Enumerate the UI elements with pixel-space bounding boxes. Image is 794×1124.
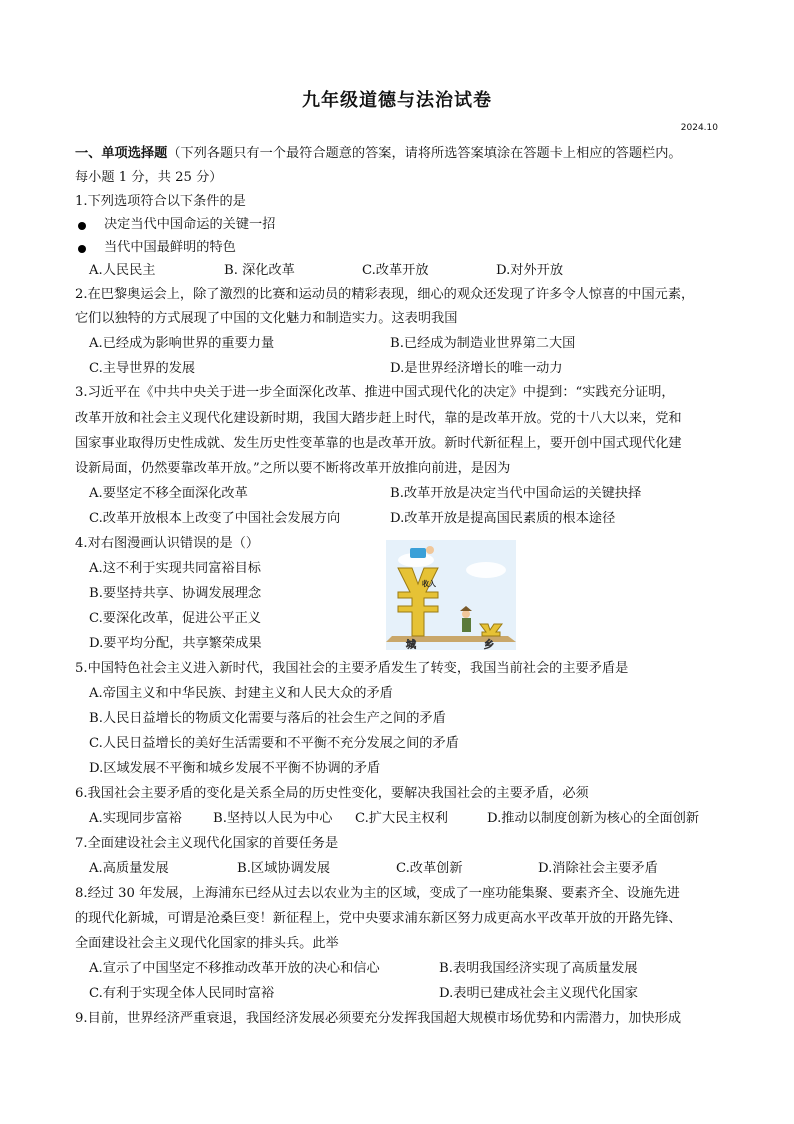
rural-label: 乡 [484, 640, 494, 650]
q1-option-b: B. 深化改革 [224, 263, 295, 278]
q1-stem: 1.下列选项符合以下条件的是 [75, 194, 246, 209]
q6-option-c: C.扩大民主权利 [355, 811, 448, 826]
q6-option-d: D.推动以制度创新为核心的全面创新 [487, 811, 700, 826]
q8-option-a: A.宣示了中国坚定不移推动改革开放的决心和信心 [89, 961, 380, 976]
section-instruction: （下列各题只有一个最符合题意的答案，请将所选答案填涂在答题卡上相应的答题栏内。 [167, 146, 682, 161]
q1-option-a: A.人民民主 [89, 263, 156, 278]
exam-date: 2024.10 [680, 123, 718, 133]
q5-stem: 5.中国特色社会主义进入新时代，我国社会的主要矛盾发生了转变，我国当前社会的主要矛盾是 [75, 661, 629, 676]
rural-person-body [462, 618, 471, 632]
q1-option-c: C.改革开放 [362, 263, 429, 278]
q7-option-d: D.消除社会主要矛盾 [538, 861, 658, 876]
q6-option-b: B.坚持以人民为中心 [213, 811, 333, 826]
q2-option-a: A.已经成为影响世界的重要力量 [89, 336, 275, 351]
q1-option-d: D.对外开放 [496, 263, 564, 278]
q5-option-a: A.帝国主义和中华民族、封建主义和人民大众的矛盾 [89, 686, 393, 701]
q7-stem: 7.全面建设社会主义现代化国家的首要任务是 [75, 836, 339, 851]
q3-stem-4: 设新局面，仍然要靠改革开放。”之所以要不断将改革开放推向前进，是因为 [75, 461, 511, 476]
q2-stem-2: 它们以独特的方式展现了中国的文化魅力和制造实力。这表明我国 [75, 311, 458, 326]
q3-option-d: D.改革开放是提高国民素质的根本途径 [390, 511, 616, 526]
q2-option-b: B.已经成为制造业世界第二大国 [390, 336, 576, 351]
q3-stem-2: 改革开放和社会主义现代化建设新时期，我国大踏步赶上时代，靠的是改革开放。党的十八大以来，党和 [75, 411, 682, 426]
q6-stem: 6.我国社会主要矛盾的变化是关系全局的历史性变化，要解决我国社会的主要矛盾，必须 [75, 786, 589, 801]
rich-person-figure [410, 548, 426, 558]
section-instruction-2: 每小题 1 分，共 25 分） [75, 170, 223, 185]
bullet-icon [78, 245, 86, 253]
q8-stem-1: 8.经过 30 年发展，上海浦东已经从过去以农业为主的区域，变成了一座功能集聚、要素齐全、设施先进 [75, 886, 680, 901]
q4-stem: 4.对右图漫画认识错误的是（） [75, 536, 260, 551]
q2-option-d: D.是世界经济增长的唯一动力 [390, 361, 563, 376]
q8-stem-3: 全面建设社会主义现代化国家的排头兵。此举 [75, 936, 339, 951]
q9-stem-1: 9.目前，世界经济严重衰退，我国经济发展必须要充分发挥我国超大规模市场优势和内需潜力，加快形成 [75, 1011, 682, 1026]
q4-option-d: D.要平均分配，共享繁荣成果 [89, 636, 262, 651]
q4-option-b: B.要坚持共享、协调发展理念 [89, 586, 262, 601]
section-heading: 一、单项选择题 [75, 146, 168, 161]
q7-option-b: B.区域协调发展 [237, 861, 331, 876]
q4-option-a: A.这不利于实现共同富裕目标 [89, 561, 261, 576]
q5-option-c: C.人民日益增长的美好生活需要和不平衡不充分发展之间的矛盾 [89, 736, 459, 751]
q8-option-b: B.表明我国经济实现了高质量发展 [439, 961, 638, 976]
q3-option-c: C.改革开放根本上改变了中国社会发展方向 [89, 511, 341, 526]
q6-option-a: A.实现同步富裕 [89, 811, 182, 826]
income-label: 收入 [422, 580, 436, 588]
q3-stem-1: 3.习近平在《中共中央关于进一步全面深化改革、推进中国式现代化的决定》中提到：“实践充分证明， [75, 385, 675, 400]
q7-option-c: C.改革创新 [396, 861, 463, 876]
income-gap-cartoon [386, 540, 516, 650]
q4-option-c: C.要深化改革，促进公平正义 [89, 611, 262, 626]
rich-person-head [426, 546, 434, 554]
bullet-icon [78, 222, 86, 230]
q2-option-c: C.主导世界的发展 [89, 361, 196, 376]
q1-condition-2: 当代中国最鲜明的特色 [104, 240, 236, 255]
q8-stem-2: 的现代化新城，可谓是沧桑巨变！新征程上，党中央要求浦东新区努力成更高水平改革开放的开路先锋、 [75, 911, 682, 926]
q1-condition-1: 决定当代中国命运的关键一招 [104, 217, 276, 232]
exam-title: 九年级道德与法治试卷 [302, 90, 492, 111]
q3-option-b: B.改革开放是决定当代中国命运的关键抉择 [390, 486, 642, 501]
q3-option-a: A.要坚定不移全面深化改革 [89, 486, 248, 501]
q5-option-b: B.人民日益增长的物质文化需要与落后的社会生产之间的矛盾 [89, 711, 446, 726]
q2-stem-1: 2.在巴黎奥运会上，除了激烈的比赛和运动员的精彩表现，细心的观众还发现了许多令人惊喜的中国元素， [75, 287, 695, 302]
rural-person-head [462, 610, 470, 618]
q8-option-c: C.有利于实现全体人民同时富裕 [89, 986, 275, 1001]
cloud-shape [466, 562, 506, 578]
q8-option-d: D.表明已建成社会主义现代化国家 [439, 986, 638, 1001]
section-heading-line [75, 145, 682, 163]
city-label: 城 [406, 640, 416, 650]
q5-option-d: D.区域发展不平衡和城乡发展不平衡不协调的矛盾 [89, 761, 381, 776]
q3-stem-3: 国家事业取得历史性成就、发生历史性变革靠的也是改革开放。新时代新征程上，要开创中国式现代化建 [75, 436, 682, 451]
q7-option-a: A.高质量发展 [89, 861, 169, 876]
